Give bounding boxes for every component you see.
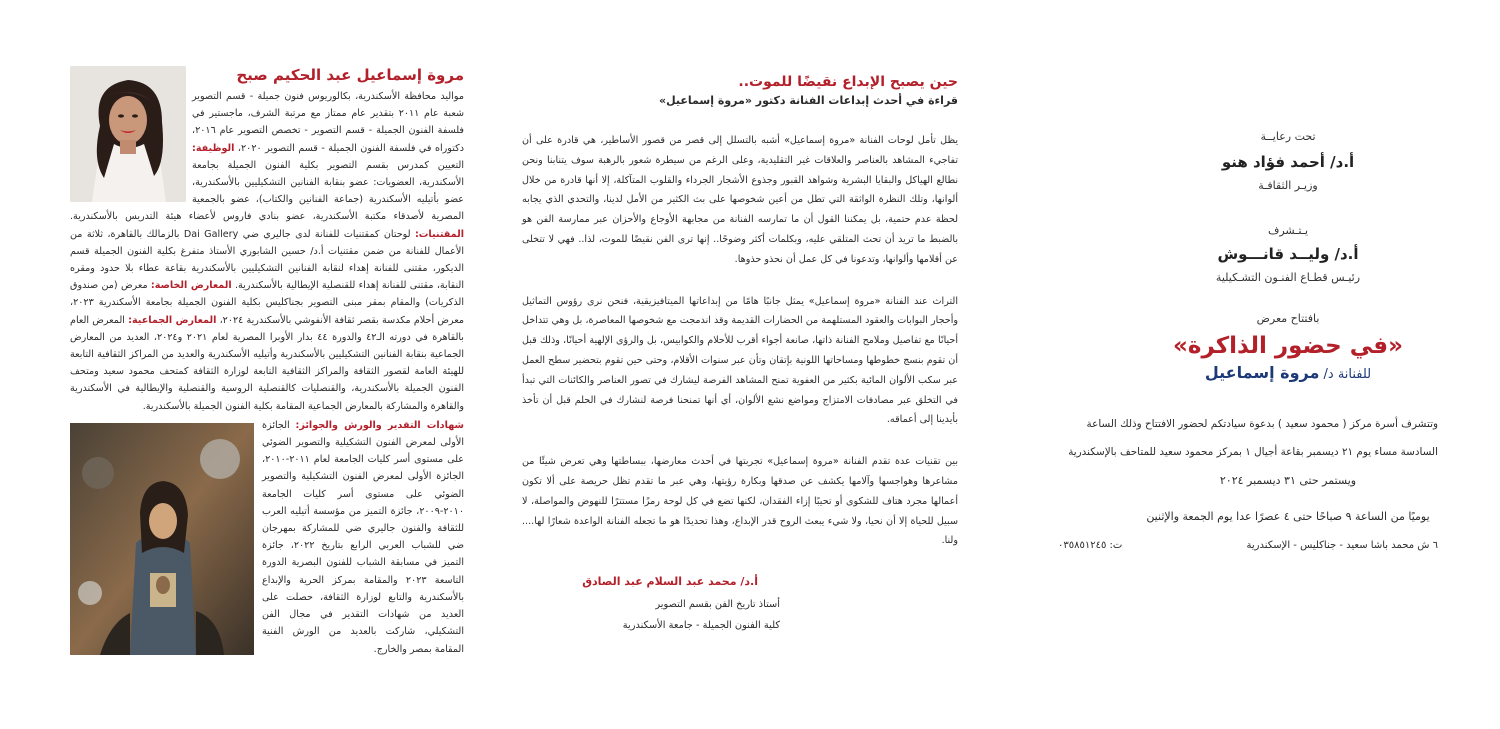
job-text: التعيين كمدرس بقسم التصوير بكلية الفنون الجميلة بجامعة الأسكندرية، العضويات: عضو بنقابة الفنانين التشكيليين بالأسكندرية، عضو بأتيليه الأسكندرية (جماعة الفنانين والكتاب)، عضو بالجمعية المصرية لأصدقاء مكتبة الأسكندرية، عضو بنادي فاروس لأعضاء هيئة التدريس بالأسكندرية. [70,159,464,223]
patron-title: وزيـر الثقافـة [1258,179,1318,192]
host-label: يـتـشرف [1267,224,1309,237]
artwork-image [70,423,254,655]
acquisitions-text: لوحتان كمقتنيات للفنانة لدى جاليري ضي Dai Gallery بالزمالك بالقاهرة، ثلاثة من الأعمال للفنانة من ضمن مقتنيات أ.د/ حسين الشابوري الأستاذ متفرغ بكلية الفنون الجميلة قسم الديكور، مقتنى للفنانة إهداء لنقابة الفنانين التشكيليين بالأسكندرية بقاعة عطاء بلا حدود ومقره النقابة، مقتنى للفنانة إهداء للقنصلية الإيطالية بالأسكندرية. [70,228,464,292]
bio-intro-text: مواليد محافظة الأسكندرية، بكالوريوس فنون جميلة - قسم التصوير شعبة عام ٢٠١١ بتقدير عام ممتاز مع مرتبة الشرف، ماجستير في فلسفة الفنون الجميلة - قسم التصوير - تخصص التصوير عام ٢٠١٦، دكتوراه في فلسفة الفنون الجميلة - قسم التصوير ٢٠٢٠، [192,91,464,154]
author-block [522,575,780,636]
invitation-text [1018,410,1438,466]
bio-title: مروة إسماعيل عبد الحكيم صبح [236,66,464,84]
group-exhibitions-label: المعارض الجماعية: [128,314,217,326]
address: ٦ ش محمد باشا سعيد - جناكليس - الإسكندرية [1246,540,1438,551]
invitation-panel [1018,130,1438,551]
acquisitions-label: المقتنيات: [414,228,464,240]
host-name: أ.د/ وليــد قانـــوش [1217,245,1359,263]
author-name: أ.د/ محمد عبد السلام عبد الصادق [582,575,758,589]
opening-hours: يوميًا من الساعة ٩ صباحًا حتى ٤ عصرًا عدا يوم الجمعة والإثنين [1146,510,1430,523]
job-label: الوظيفة: [192,142,235,154]
artist-prefix: للفنانة د/ [1323,367,1372,382]
author-title-1: أستاذ تاريخ الفن بقسم التصوير [655,599,780,611]
awards-label: شهادات التقدير والورش والجوائز: [295,419,464,431]
invitation-line-2: السادسة مساء يوم ٢١ ديسمبر بقاعة أجيال ١ بمركز محمود سعيد للمتاحف بالإسكندرية [1068,446,1438,458]
phone: ت: ٠٣٥٨٥١٢٤٥ [1058,540,1123,551]
patronage-label: تحت رعايــة [1260,130,1316,143]
group-exhibitions-text: المعرض العام بالقاهرة في دورته الـ٤٢ والدورة ٤٤ بدار الأوبرا المصرية لعام ٢٠٢١ و٢٠٢٤، العديد من المعارض الجماعية بنقابة الفنانين التشكيليين بالأسكندرية وأتيليه الأسكندرية والعديد من المراكز الثقافية التابعة للهيئة العامة لقصور الثقافة والمراكز الثقافية التابعة لوزارة الثقافة كمتحف محمود سعيد ومتحف الفنون الجميلة بالأسكندرية، والقنصليات كالقنصلية الروسية والقنصلية والإيطالية في الأسكندرية والقاهرة والمشاركة بالمعارض الجماعية المقامة بكلية الفنون الجميلة بالأسكندرية. [70,314,464,412]
essay-subtitle: قراءة في أحدث إبداعات الفنانة دكتور «مروة إسماعيل» [658,94,958,107]
patron-name: أ.د/ أحمد فؤاد هنو [1221,153,1355,171]
address-row [1018,540,1438,551]
artist-photo [70,66,186,202]
host-title: رئيـس قطـاع الفنـون التشـكيلية [1215,271,1361,284]
bio-panel [70,66,464,658]
solo-exhibitions-label: المعارض الخاصة: [150,280,232,292]
invitation-line-1: وتتشرف أسرة مركز ( محمود سعيد ) بدعوة سيادتكم لحضور الافتتاح وذلك الساعة [1086,418,1438,430]
essay-paragraph: بين تقنيات عدة تقدم الفنانة «مروة إسماعيل» تجربتها في أحدث معارضها، ببساطتها وهي تعرض شيئًا من مشاعرها وهواجسها وآلامها يكشف عن صدقها وبكارة رؤيتها، وهي عبر ما تقدم تظل حريصة على ألا تكون أعمالها مجرد هتاف للشكوى أو تحيبًا إزاء الفقدان، لكنها تضع في كل لوحة رمزًا مستترًا للنهوض والمواصلة، لا سبيل للحياة إلا أن نحيا، ولا شيء يبعث الروح قدر الإبداع، وهذا تحديدًا هو ما تجعله الفنانة الواعدة شعارًا لها.... ولنا. [522,456,958,547]
essay-paragraph: التراث عند الفنانة «مروة إسماعيل» يمثل جانبًا هامًا من إبداعاتها الميتافيزيقية، فنحن نرى رؤوس التماثيل وأحجار البوابات والعقود المستلهمة من الحضارات القديمة وقد اندمجت مع شخوصها المعاصرة، بل وهي تتداخل أحيانًا مع تفاصيل وملامح الفنانة ذاتها، صانعة أجواء أقرب للأحلام والكوابيس، بل والرؤى الإلهية أحيانًا، وذلك قبل أن تقوم بنسج خطوطها ومساحاتها اللونية بإتقان وتأن عبر سنوات الأقلام، وحتى حين تقوم بتحضير سطح العمل عبر سكب الألوان المائية بكثير من العفوية تمنح المشاهد الفرصة ليشارك في تصور العناصر والكائنات التي تبدأ في التخلق عبر مصادفات الامتزاج ومواضع نشع الألوان، أي أنها تمنحنا فرصة لنشارك في الحلم قبل أن تأخذ بأيدينا إلى أعماقه. [522,295,958,426]
essay-title: حين يصبح الإبداع نقيضًا للموت.. [738,74,958,90]
exhibition-title: «في حضور الذاكرة» [1173,333,1403,359]
artist-name: مروة إسماعيل [1204,363,1320,382]
artist-line [1018,363,1500,382]
author-title-2: كلية الفنون الجميلة - جامعة الأسكندرية [622,620,780,632]
opening-label: بافتتاح معرض [1256,312,1320,325]
solo-exhibitions-text: معرض (من صندوق الذكريات) والمقام بمقر مبنى التصوير بجناكليس بكلية الفنون الجميلة بجامعة الأسكندرية ٢٠٢٣، معرض أحلام مكدسة بقصر ثقافة الأنفوشي بالأسكندرية ٢٠٢٤، [70,280,464,326]
duration: ويستمر حتى ٣١ ديسمبر ٢٠٢٤ [1219,474,1357,487]
essay-panel [522,66,958,636]
awards-text: الجائزة الأولى لمعرض الفنون التشكيلية والتصوير الضوئي على مستوى أسر كليات الجامعة لعام ٢٠١١-٢٠١٠، الجائزة الأولى لمعرض الفنون التشكيلية والتصوير الضوئي على مستوى أسر كليات الجامعة ٢٠١٠-٢٠٠٩، جائزة التميز من مؤسسة أتيليه العرب للثقافة والفنون جاليري ضي للمشاركة بمهرجان ضي للشباب العربي الرابع بتاريخ ٢٠٢٢، جائزة التميز في مسابقة الشباب للفنون البصرية الدورة التاسعة ٢٠٢٣ والمقامة بمركز الحرية والإبداع بالأسكندرية والتابع لوزارة الثقافة، حصلت على العديد من شهادات التقدير في مجال الفن التشكيلي، شاركت بالعديد من الورش الفنية المقامة بمصر والخارج. [262,419,464,655]
essay-paragraph: يظل تأمل لوحات الفنانة «مروة إسماعيل» أشبه بالتسلل إلى قصر من قصور الأساطير، هي قادرة على أن تفاجيء المشاهد بالعناصر والعلاقات غير التقليدية، وعلى الرغم من سيطرة شعور بالرهبة سوف يتنابنا ونحن نطالع الهياكل والبقايا البشرية وشواهد القبور وجذوع الأشجار الجرداء والقلوب المتآكلة، إلا أنها قادرة من خلال ألوانها، وتلك النظرة الواثقة التي تطل من أعين شخوصها على بث الكثير من الأمل لدينا، والتحدي الذي يجابه لحظة عدم حتمية، بل يمكننا القول أن ما تمارسه الفنانة من مجابهة الأوجاع والأحزان عبر ممارسة الفن هو بالضبط ما تريد أن تحث المتلقي عليه، وبكلمات أكثر وضوحًا.. إنها ترى الفن نقيضًا للموت، لذا.. فهي لا تتخلى عن أقلامها وألوانها، وتدعونا في كل عمل أن نحذو حذوها. [522,135,958,265]
